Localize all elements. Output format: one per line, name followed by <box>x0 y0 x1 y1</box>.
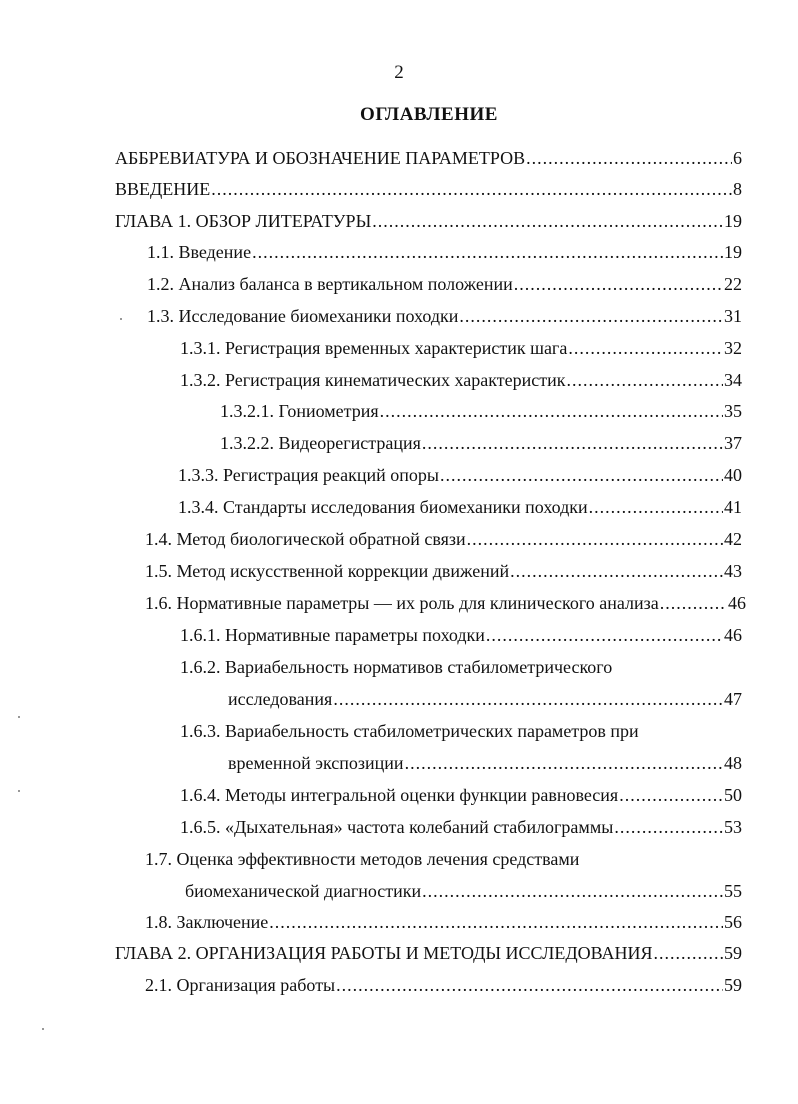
toc-entry-page: 59 <box>724 975 742 995</box>
toc-entry-text: 1.3.4. Стандарты исследования биомеханики походки <box>178 497 588 517</box>
toc-entry-1-6-2-cont <box>228 688 742 710</box>
toc-entry-page: 46 <box>728 593 746 613</box>
toc-entry-page: 47 <box>724 689 742 709</box>
toc-entry-1-6-1 <box>180 624 742 646</box>
toc-entry-1-3-1 <box>180 337 742 359</box>
toc-entry-abbreviations <box>115 147 742 169</box>
toc-entry-page: 34 <box>724 370 742 390</box>
toc-entry-1-3-2 <box>180 369 742 391</box>
toc-entry-1-8 <box>145 911 742 933</box>
toc-entry-continuation: временной экспозиции <box>228 753 404 773</box>
toc-entry-chapter-2 <box>115 942 742 964</box>
toc-entry-text: ВВЕДЕНИЕ <box>115 179 211 199</box>
toc-entry-page: 6 <box>733 148 742 168</box>
toc-entry-text: 1.7. Оценка эффективности методов лечения средствами <box>145 849 580 869</box>
page-title: ОГЛАВЛЕНИЕ <box>360 104 498 125</box>
toc-entry-1-7-cont <box>185 880 742 902</box>
toc-entry-1-1 <box>147 241 742 263</box>
toc-leader-dots <box>372 210 723 232</box>
toc-entry-text: 1.3.2.1. Гониометрия <box>220 401 379 421</box>
toc-entry-text: 2.1. Организация работы <box>145 975 336 995</box>
toc-entry-2-1 <box>145 974 742 996</box>
toc-entry-1-6-5 <box>180 816 742 838</box>
toc-entry-text: 1.6.1. Нормативные параметры походки <box>180 625 485 645</box>
toc-entry-page: 37 <box>724 433 742 453</box>
toc-leader-dots <box>514 273 723 295</box>
toc-entry-page: 40 <box>724 465 742 485</box>
toc-leader-dots <box>568 337 723 359</box>
toc-entry-page: 19 <box>724 242 742 262</box>
toc-leader-dots <box>211 178 732 200</box>
toc-entry-page: 50 <box>724 785 742 805</box>
toc-entry-continuation: исследования <box>228 689 333 709</box>
toc-entry-1-3-4 <box>178 496 742 518</box>
toc-entry-1-6 <box>145 592 746 614</box>
toc-leader-dots <box>467 528 723 550</box>
toc-leader-dots <box>422 880 723 902</box>
toc-leader-dots <box>440 464 723 486</box>
toc-leader-dots <box>660 592 727 614</box>
toc-entry-text: 1.5. Метод искусственной коррекции движений <box>145 561 510 581</box>
toc-entry-text: 1.3.2.2. Видеорегистрация <box>220 433 421 453</box>
toc-leader-dots <box>459 305 723 327</box>
scan-speck <box>18 790 20 792</box>
toc-entry-text: 1.6.2. Вариабельность нормативов стабилометрического <box>180 657 613 677</box>
toc-entry-page: 55 <box>724 881 742 901</box>
toc-entry-text: 1.3.2. Регистрация кинематических характеристик <box>180 370 566 390</box>
toc-entry-text: 1.3.3. Регистрация реакций опоры <box>178 465 439 485</box>
toc-entry-page: 32 <box>724 338 742 358</box>
toc-entry-introduction <box>115 178 742 200</box>
toc-entry-page: 35 <box>724 401 742 421</box>
toc-entry-1-6-4 <box>180 784 742 806</box>
toc-entry-page: 46 <box>724 625 742 645</box>
toc-entry-page: 8 <box>733 179 742 199</box>
toc-entry-text: АББРЕВИАТУРА И ОБОЗНАЧЕНИЕ ПАРАМЕТРОВ <box>115 148 526 168</box>
toc-entry-1-5 <box>145 560 742 582</box>
toc-entry-1-3-2-1 <box>220 400 742 422</box>
toc-entry-page: 41 <box>724 497 742 517</box>
toc-entry-text: 1.1. Введение <box>147 242 252 262</box>
toc-leader-dots <box>422 432 723 454</box>
toc-entry-text: ГЛАВА 2. ОРГАНИЗАЦИЯ РАБОТЫ И МЕТОДЫ ИССЛЕДОВАНИЯ <box>115 943 653 963</box>
toc-entry-1-6-3 <box>180 720 742 742</box>
toc-entry-page: 56 <box>724 912 742 932</box>
toc-entry-1-6-2 <box>180 656 742 678</box>
toc-entry-text: 1.6.5. «Дыхательная» частота колебаний стабилограммы <box>180 817 614 837</box>
toc-leader-dots <box>269 911 723 933</box>
toc-entry-text: 1.4. Метод биологической обратной связи <box>145 529 466 549</box>
toc-entry-1-3-2-2 <box>220 432 742 454</box>
toc-entry-page: 31 <box>724 306 742 326</box>
toc-entry-page: 42 <box>724 529 742 549</box>
toc-entry-page: 19 <box>724 211 742 231</box>
toc-entry-1-6-3-cont <box>228 752 742 774</box>
toc-entry-text: 1.6.3. Вариабельность стабилометрических параметров при <box>180 721 639 741</box>
scan-speck <box>18 716 20 718</box>
toc-entry-1-4 <box>145 528 742 550</box>
scan-speck <box>42 1028 44 1030</box>
toc-leader-dots <box>336 974 723 996</box>
toc-entry-page: 59 <box>724 943 742 963</box>
toc-leader-dots <box>486 624 723 646</box>
toc-entry-continuation: биомеханической диагностики <box>185 881 422 901</box>
toc-leader-dots <box>405 752 723 774</box>
toc-entry-1-3-3 <box>178 464 742 486</box>
toc-entry-page: 43 <box>724 561 742 581</box>
toc-entry-text: 1.6.4. Методы интегральной оценки функции равновесия <box>180 785 619 805</box>
toc-entry-text: ГЛАВА 1. ОБЗОР ЛИТЕРАТУРЫ <box>115 211 372 231</box>
toc-entry-text: 1.8. Заключение <box>145 912 269 932</box>
toc-entry-text: 1.2. Анализ баланса в вертикальном положении <box>147 274 513 294</box>
toc-leader-dots <box>252 241 723 263</box>
toc-leader-dots <box>510 560 723 582</box>
toc-entry-page: 53 <box>724 817 742 837</box>
page-number: 2 <box>394 62 404 83</box>
toc-leader-dots <box>526 147 732 169</box>
toc-entry-chapter-1 <box>115 210 742 232</box>
toc-leader-dots <box>619 784 723 806</box>
toc-leader-dots <box>653 942 723 964</box>
toc-entry-page: 48 <box>724 753 742 773</box>
toc-leader-dots <box>333 688 723 710</box>
toc-entry-text: 1.3. Исследование биомеханики походки <box>147 306 459 326</box>
toc-leader-dots <box>567 369 723 391</box>
toc-entry-text: 1.6. Нормативные параметры — их роль для клинического анализа <box>145 593 659 613</box>
toc-entry-page: 22 <box>724 274 742 294</box>
toc-entry-1-2 <box>147 273 742 295</box>
toc-leader-dots <box>380 400 723 422</box>
toc-leader-dots <box>614 816 723 838</box>
toc-entry-1-7 <box>145 848 742 870</box>
scan-speck <box>120 318 122 320</box>
toc-entry-text: 1.3.1. Регистрация временных характеристик шага <box>180 338 568 358</box>
toc-leader-dots <box>589 496 723 518</box>
toc-entry-1-3 <box>147 305 742 327</box>
